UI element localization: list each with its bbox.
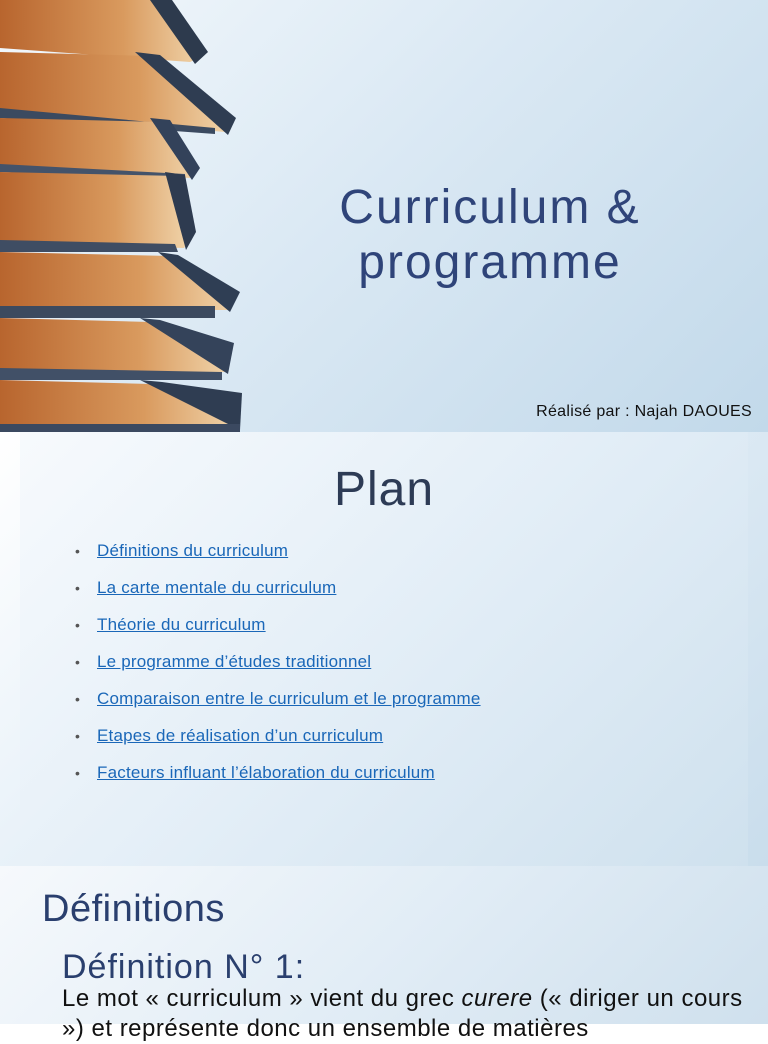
plan-item	[75, 614, 481, 651]
plan-link-factors[interactable]: Facteurs influant l’élaboration du curriculum	[97, 763, 435, 782]
plan-item	[75, 540, 481, 577]
definitions-slide	[0, 866, 768, 1042]
definition-subtitle: Définition N° 1:	[62, 948, 306, 986]
plan-list	[75, 540, 481, 799]
title-slide	[0, 0, 768, 432]
bullet: •	[75, 654, 80, 670]
plan-title: Plan	[333, 463, 435, 516]
title-line-1: Curriculum &	[339, 181, 641, 234]
bullet: •	[75, 617, 80, 633]
plan-item	[75, 725, 481, 762]
bullet: •	[75, 580, 80, 596]
plan-link-mind-map[interactable]: La carte mentale du curriculum	[97, 578, 337, 597]
definition-text-italic: curere	[461, 985, 533, 1012]
plan-item	[75, 651, 481, 688]
presentation-title	[300, 180, 680, 290]
plan-item	[75, 762, 481, 799]
author-credit: Réalisé par : Najah DAOUES	[536, 403, 752, 420]
plan-link-steps[interactable]: Etapes de réalisation d’un curriculum	[97, 726, 384, 745]
title-line-2: programme	[358, 236, 622, 289]
plan-link-comparison[interactable]: Comparaison entre le curriculum et le programme	[97, 689, 481, 708]
bullet: •	[75, 543, 80, 559]
bullet: •	[75, 765, 80, 781]
plan-link-definitions[interactable]: Définitions du curriculum	[97, 541, 289, 560]
plan-link-traditional-program[interactable]: Le programme d’études traditionnel	[97, 652, 372, 671]
definitions-title: Définitions	[42, 888, 225, 930]
plan-link-theory[interactable]: Théorie du curriculum	[97, 615, 266, 634]
definition-text-end: (« diriger un cours ») et représente donc un ensemble de matières	[62, 985, 743, 1042]
bullet: •	[75, 691, 80, 707]
plan-slide	[0, 432, 768, 866]
bullet: •	[75, 728, 80, 744]
books-stack-image	[0, 0, 245, 432]
plan-item	[75, 688, 481, 725]
plan-slide-panel	[20, 432, 748, 866]
definition-text-start: Le mot « curriculum » vient du grec	[62, 985, 462, 1012]
plan-item	[75, 577, 481, 614]
definition-text	[62, 984, 752, 1044]
